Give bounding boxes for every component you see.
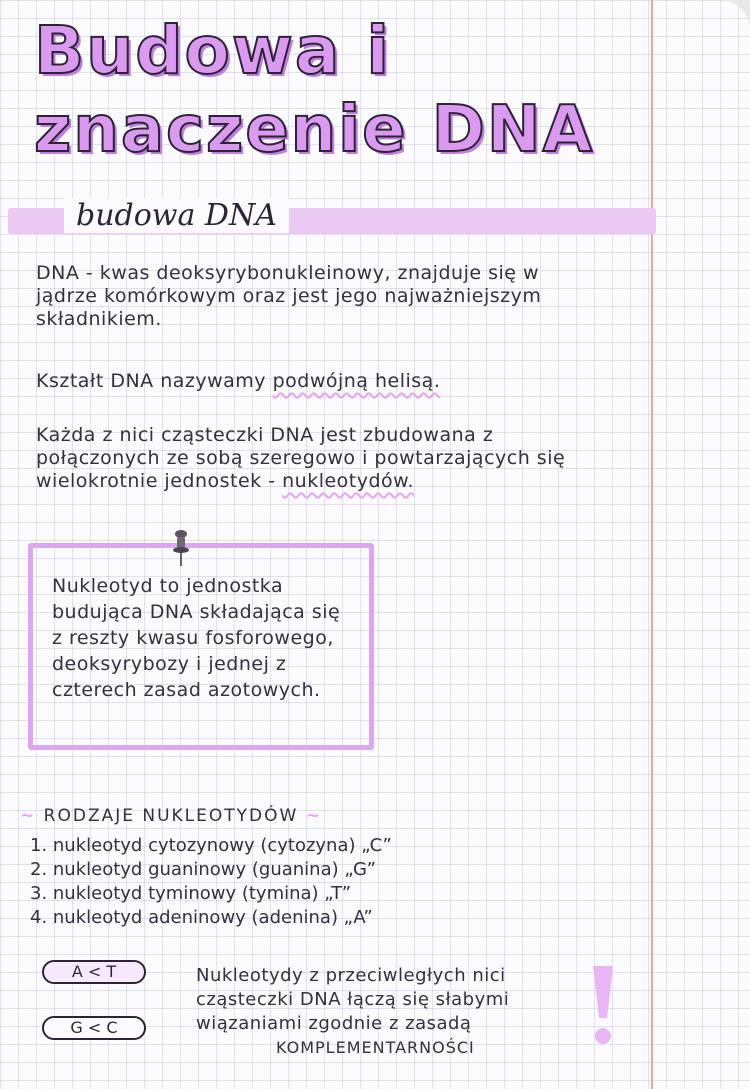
- paragraph-strand-text: Każda z nici cząsteczki DNA jest zbudowana z połączonych ze sobą szeregowo i powtarzających się wielokrotnie jednostek -: [36, 424, 566, 492]
- exclamation-icon: [590, 962, 616, 1048]
- complementarity-rule: KOMPLEMENTARNOŚCI: [276, 1038, 475, 1057]
- types-heading: [20, 806, 322, 826]
- title-line-2: znaczenie DNA: [34, 93, 594, 167]
- margin-line: [651, 0, 653, 1089]
- squiggle-left-icon: ~: [20, 806, 37, 826]
- nucleotide-definition: Nukleotyd to jednostka budująca DNA składająca się z reszty kwasu fosforowego, deoksyrybozy i jednej z czterech zasad azotowych.: [52, 575, 341, 701]
- paragraph-shape-highlight: podwójną helisą.: [272, 370, 441, 392]
- paragraph-shape: [36, 370, 576, 393]
- paragraph-definition: DNA - kwas deoksyrybonukleinowy, znajduje się w jądrze komórkowym oraz jest jego najważniejszym składnikiem.: [36, 262, 542, 330]
- paragraph-strand-highlight: nukleotydów.: [282, 470, 415, 492]
- pair-g-c: G < C: [42, 1016, 146, 1040]
- complementarity-text: Nukleotydy z przeciwległych nici cząsteczki DNA łączą się słabymi wiązaniami zgodnie z zasadą: [196, 965, 510, 1034]
- list-item: 4. nukleotyd adeninowy (adenina) „A”: [30, 907, 373, 928]
- section-title: budowa DNA: [64, 198, 289, 233]
- pushpin-icon: [172, 528, 190, 568]
- list-item: 3. nukleotyd tyminowy (tymina) „T”: [30, 883, 352, 904]
- types-heading-text: RODZAJE NUKLEOTYDÓW: [43, 806, 299, 826]
- list-item: 2. nukleotyd guaninowy (guanina) „G”: [30, 859, 376, 880]
- pair-a-t: A < T: [42, 960, 146, 984]
- squiggle-right-icon: ~: [305, 806, 322, 826]
- complementarity-note: [196, 964, 576, 1060]
- list-item: 1. nukleotyd cytozynowy (cytozyna) „C”: [30, 835, 392, 856]
- paragraph-shape-text: Kształt DNA nazywamy: [36, 370, 273, 392]
- title-line-1: Budowa i: [34, 12, 391, 89]
- nucleotide-types-list: [30, 834, 510, 930]
- paragraph-strand: [36, 424, 616, 493]
